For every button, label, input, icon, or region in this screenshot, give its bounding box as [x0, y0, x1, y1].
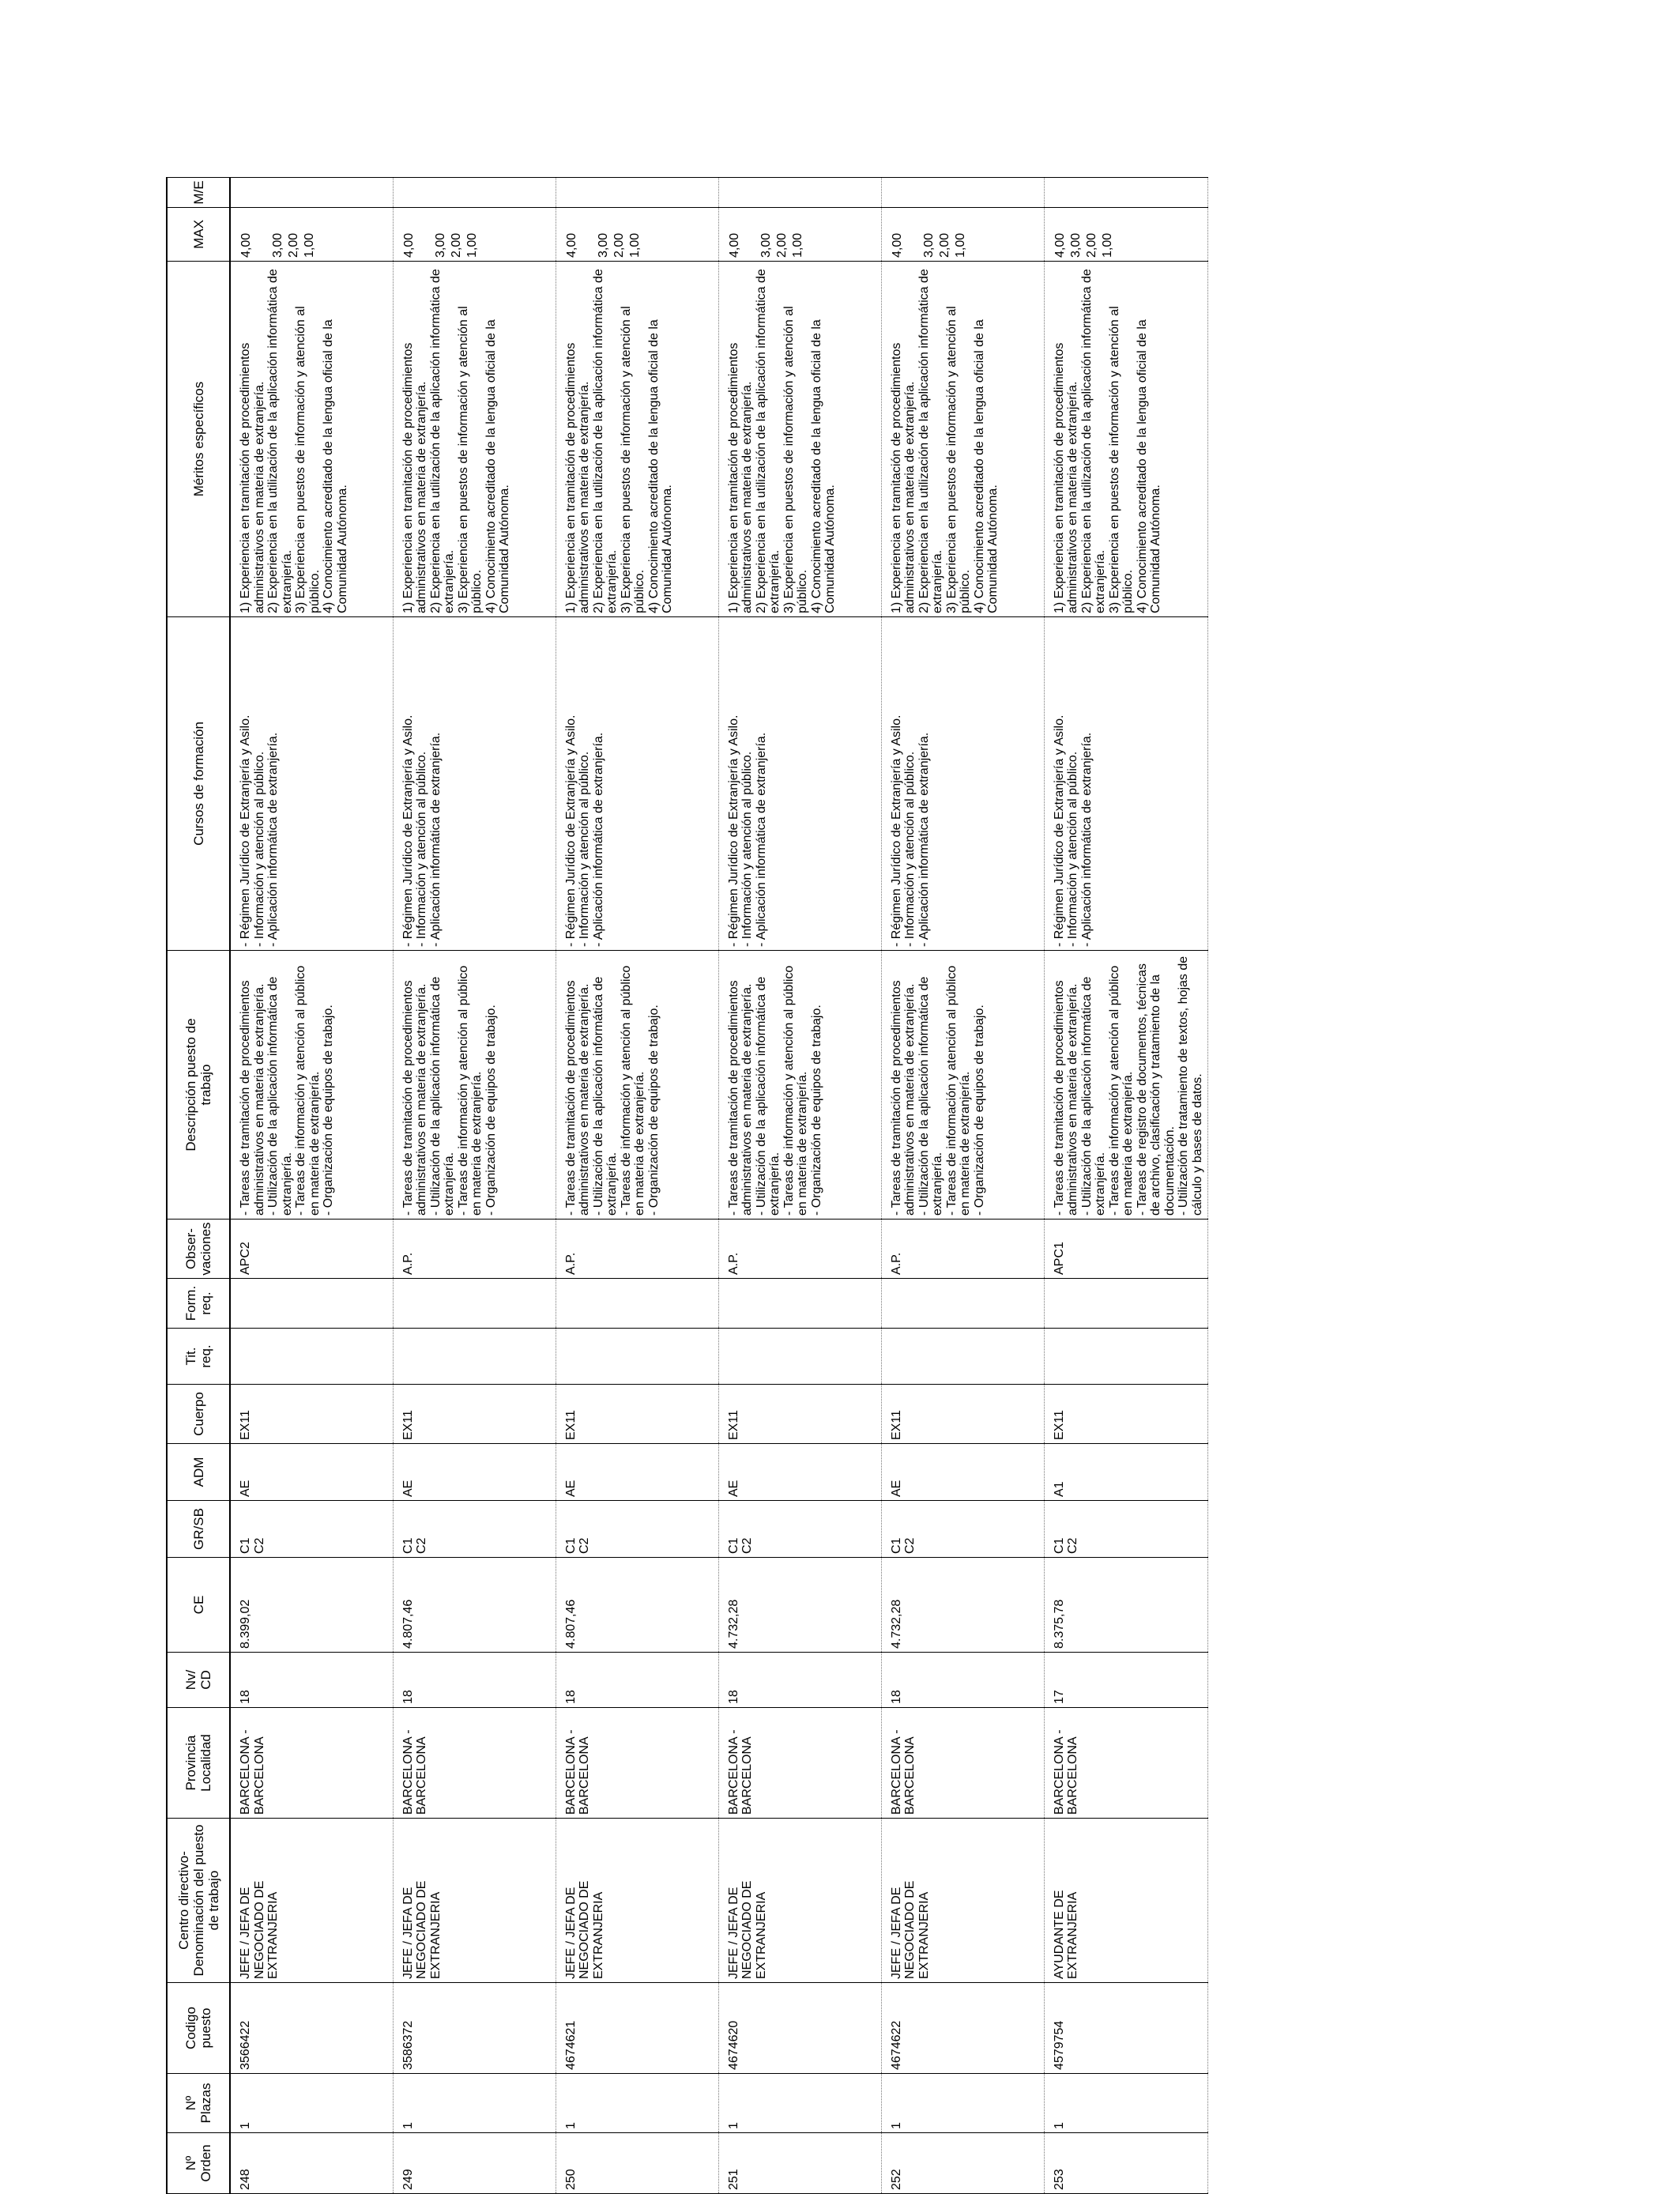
header-provincia: Provincia Localidad — [167, 1708, 230, 1819]
cell-plazas: 1 — [1044, 2074, 1208, 2133]
header-observaciones: Obser- vaciones — [167, 1220, 230, 1279]
cell-max: 4,00 3,00 2,00 1,00 — [881, 208, 1044, 262]
cell-tit — [718, 1329, 881, 1385]
cell-grupo: C1 C2 — [1044, 1501, 1208, 1558]
header-nivel: Nv/ CD — [167, 1653, 230, 1708]
cell-cursos: - Régimen Jurídico de Extranjería y Asilo. - Información y atención al público. - Aplicación informática de extranjería. — [718, 617, 881, 951]
header-grupo: GR/SB — [167, 1501, 230, 1558]
cell-provincia: BARCELONA - BARCELONA — [393, 1708, 556, 1819]
cell-cuerpo: EX11 — [393, 1385, 556, 1444]
cell-ce: 8.399,02 — [230, 1558, 393, 1653]
cell-observaciones: A.P. — [556, 1220, 718, 1279]
cell-descripcion: - Tareas de tramitación de procedimientos administrativos en materia de extranjería. - Utilización de la aplicación informática de extranjería. - Tareas de información y atención al público en materia de extranjería. - Organización de equipos de trabajo. — [556, 951, 718, 1220]
cell-meritos: 1) Experiencia en tramitación de procedimientos administrativos en materia de extranjería. 2) Experiencia en la utilización de la aplicación informática de extranjería. 3) Experiencia en puestos de información y atención al público. 4) Conocimiento acreditado de la lengua oficial de la Comunidad Autónoma. — [881, 262, 1044, 617]
cell-centro: JEFE / JEFA DE NEGOCIADO DE EXTRANJERIA — [393, 1819, 556, 1983]
cell-max: 4,00 3,00 2,00 1,00 — [718, 208, 881, 262]
cell-tit — [393, 1329, 556, 1385]
cell-form — [230, 1279, 393, 1329]
cell-max: 4,00 3,00 2,00 1,00 — [556, 208, 718, 262]
cell-codigo: 3586372 — [393, 1983, 556, 2074]
cell-nivel: 18 — [718, 1653, 881, 1708]
cell-grupo: C1 C2 — [556, 1501, 718, 1558]
cell-meritos: 1) Experiencia en tramitación de procedimientos administrativos en materia de extranjería. 2) Experiencia en la utilización de la aplicación informática de extranjería. 3) Experiencia en puestos de información y atención al público. 4) Conocimiento acreditado de la lengua oficial de la Comunidad Autónoma. — [1044, 262, 1208, 617]
cell-ce: 4.732,28 — [881, 1558, 1044, 1653]
cell-adm: AE — [393, 1444, 556, 1501]
header-max: MAX — [167, 208, 230, 262]
cell-centro: JEFE / JEFA DE NEGOCIADO DE EXTRANJERIA — [718, 1819, 881, 1983]
header-descripcion: Descripción puesto de trabajo — [167, 951, 230, 1220]
cell-plazas: 1 — [556, 2074, 718, 2133]
table-header — [167, 178, 230, 2194]
cell-me — [393, 178, 556, 208]
cell-meritos: 1) Experiencia en tramitación de procedimientos administrativos en materia de extranjería. 2) Experiencia en la utilización de la aplicación informática de extranjería. 3) Experiencia en puestos de información y atención al público. 4) Conocimiento acreditado de la lengua oficial de la Comunidad Autónoma. — [718, 262, 881, 617]
cell-me — [556, 178, 718, 208]
cell-provincia: BARCELONA - BARCELONA — [1044, 1708, 1208, 1819]
cell-centro: JEFE / JEFA DE NEGOCIADO DE EXTRANJERIA — [556, 1819, 718, 1983]
cell-plazas: 1 — [393, 2074, 556, 2133]
cell-meritos: 1) Experiencia en tramitación de procedimientos administrativos en materia de extranjería. 2) Experiencia en la utilización de la aplicación informática de extranjería. 3) Experiencia en puestos de información y atención al público. 4) Conocimiento acreditado de la lengua oficial de la Comunidad Autónoma. — [230, 262, 393, 617]
cell-codigo: 3566422 — [230, 1983, 393, 2074]
cell-grupo: C1 C2 — [230, 1501, 393, 1558]
cell-descripcion: - Tareas de tramitación de procedimientos administrativos en materia de extranjería. - Utilización de la aplicación informática de extranjería. - Tareas de información y atención al público en materia de extranjería. - Organización de equipos de trabajo. — [881, 951, 1044, 1220]
cell-descripcion: - Tareas de tramitación de procedimientos administrativos en materia de extranjería. - Utilización de la aplicación informática de extranjería. - Tareas de información y atención al público en materia de extranjería. - Organización de equipos de trabajo. — [230, 951, 393, 1220]
cell-provincia: BARCELONA - BARCELONA — [230, 1708, 393, 1819]
cell-codigo: 4674620 — [718, 1983, 881, 2074]
cell-max: 4,00 3,00 2,00 1,00 — [230, 208, 393, 262]
cell-nivel: 18 — [393, 1653, 556, 1708]
cell-descripcion: - Tareas de tramitación de procedimientos administrativos en materia de extranjería. - Utilización de la aplicación informática de extranjería. - Tareas de información y atención al público en materia de extranjería. - Organización de equipos de trabajo. — [393, 951, 556, 1220]
cell-orden: 248 — [230, 2133, 393, 2194]
cell-cursos: - Régimen Jurídico de Extranjería y Asilo. - Información y atención al público. - Aplicación informática de extranjería. — [881, 617, 1044, 951]
header-me: M/E — [167, 178, 230, 208]
cell-cuerpo: EX11 — [881, 1385, 1044, 1444]
cell-orden: 250 — [556, 2133, 718, 2194]
table-row — [718, 178, 881, 2194]
header-meritos: Méritos específicos — [167, 262, 230, 617]
header-cursos: Cursos de formación — [167, 617, 230, 951]
cell-me — [230, 178, 393, 208]
table-row — [881, 178, 1044, 2194]
header-cuerpo: Cuerpo — [167, 1385, 230, 1444]
header-codigo: Codigo puesto — [167, 1983, 230, 2074]
cell-ce: 4.807,46 — [556, 1558, 718, 1653]
cell-descripcion: - Tareas de tramitación de procedimientos administrativos en materia de extranjería. - Utilización de la aplicación informática de extranjería. - Tareas de información y atención al público en materia de extranjería. - Tareas de registro de documentos, técnicas de archivo, clasificación y tratamiento de la documentación. - Utilización de tratamiento de textos, hojas de cálculo y bases de datos. — [1044, 951, 1208, 1220]
cell-cuerpo: EX11 — [556, 1385, 718, 1444]
cell-orden: 253 — [1044, 2133, 1208, 2194]
cell-grupo: C1 C2 — [881, 1501, 1044, 1558]
plazas-table — [166, 177, 1208, 2194]
cell-observaciones: A.P. — [393, 1220, 556, 1279]
cell-adm: A1 — [1044, 1444, 1208, 1501]
header-centro: Centro directivo- Denominación del puesto de trabajo — [167, 1819, 230, 1983]
cell-nivel: 17 — [1044, 1653, 1208, 1708]
cell-tit — [1044, 1329, 1208, 1385]
cell-adm: AE — [881, 1444, 1044, 1501]
cell-max: 4,00 3,00 2,00 1,00 — [393, 208, 556, 262]
cell-form — [1044, 1279, 1208, 1329]
cell-meritos: 1) Experiencia en tramitación de procedimientos administrativos en materia de extranjería. 2) Experiencia en la utilización de la aplicación informática de extranjería. 3) Experiencia en puestos de información y atención al público. 4) Conocimiento acreditado de la lengua oficial de la Comunidad Autónoma. — [556, 262, 718, 617]
cell-codigo: 4674621 — [556, 1983, 718, 2074]
header-ce: CE — [167, 1558, 230, 1653]
cell-cursos: - Régimen Jurídico de Extranjería y Asilo. - Información y atención al público. - Aplicación informática de extranjería. — [1044, 617, 1208, 951]
cell-tit — [556, 1329, 718, 1385]
cell-adm: AE — [718, 1444, 881, 1501]
cell-centro: AYUDANTE DE EXTRANJERIA — [1044, 1819, 1208, 1983]
table-row — [556, 178, 718, 2194]
cell-ce: 8.375,78 — [1044, 1558, 1208, 1653]
header-tit: Tit. req. — [167, 1329, 230, 1385]
cell-form — [393, 1279, 556, 1329]
table-row — [393, 178, 556, 2194]
header-adm: ADM — [167, 1444, 230, 1501]
cell-ce: 4.807,46 — [393, 1558, 556, 1653]
cell-plazas: 1 — [718, 2074, 881, 2133]
cell-descripcion: - Tareas de tramitación de procedimientos administrativos en materia de extranjería. - Utilización de la aplicación informática de extranjería. - Tareas de información y atención al público en materia de extranjería. - Organización de equipos de trabajo. — [718, 951, 881, 1220]
cell-nivel: 18 — [881, 1653, 1044, 1708]
cell-codigo: 4674622 — [881, 1983, 1044, 2074]
cell-codigo: 4579754 — [1044, 1983, 1208, 2074]
cell-form — [718, 1279, 881, 1329]
cell-max: 4,00 3,00 2,00 1,00 — [1044, 208, 1208, 262]
cell-cuerpo: EX11 — [718, 1385, 881, 1444]
cell-grupo: C1 C2 — [393, 1501, 556, 1558]
table-row — [1044, 178, 1208, 2194]
cell-adm: AE — [230, 1444, 393, 1501]
cell-cuerpo: EX11 — [1044, 1385, 1208, 1444]
cell-form — [881, 1279, 1044, 1329]
cell-grupo: C1 C2 — [718, 1501, 881, 1558]
cell-observaciones: APC2 — [230, 1220, 393, 1279]
cell-observaciones: APC1 — [1044, 1220, 1208, 1279]
cell-provincia: BARCELONA - BARCELONA — [718, 1708, 881, 1819]
header-form: Form. req. — [167, 1279, 230, 1329]
cell-cursos: - Régimen Jurídico de Extranjería y Asilo. - Información y atención al público. - Aplicación informática de extranjería. — [393, 617, 556, 951]
cell-nivel: 18 — [556, 1653, 718, 1708]
cell-observaciones: A.P. — [881, 1220, 1044, 1279]
cell-cursos: - Régimen Jurídico de Extranjería y Asilo. - Información y atención al público. - Aplicación informática de extranjería. — [556, 617, 718, 951]
cell-tit — [881, 1329, 1044, 1385]
header-orden: Nº Orden — [167, 2133, 230, 2194]
cell-cuerpo: EX11 — [230, 1385, 393, 1444]
cell-provincia: BARCELONA - BARCELONA — [556, 1708, 718, 1819]
cell-centro: JEFE / JEFA DE NEGOCIADO DE EXTRANJERIA — [881, 1819, 1044, 1983]
cell-plazas: 1 — [230, 2074, 393, 2133]
cell-orden: 251 — [718, 2133, 881, 2194]
cell-observaciones: A.P. — [718, 1220, 881, 1279]
cell-ce: 4.732,28 — [718, 1558, 881, 1653]
cell-me — [881, 178, 1044, 208]
cell-adm: AE — [556, 1444, 718, 1501]
cell-provincia: BARCELONA - BARCELONA — [881, 1708, 1044, 1819]
cell-orden: 252 — [881, 2133, 1044, 2194]
cell-tit — [230, 1329, 393, 1385]
cell-me — [718, 178, 881, 208]
cell-orden: 249 — [393, 2133, 556, 2194]
table-body — [230, 178, 1208, 2194]
header-plazas: Nº Plazas — [167, 2074, 230, 2133]
cell-me — [1044, 178, 1208, 208]
table-row — [230, 178, 393, 2194]
cell-plazas: 1 — [881, 2074, 1044, 2133]
cell-meritos: 1) Experiencia en tramitación de procedimientos administrativos en materia de extranjería. 2) Experiencia en la utilización de la aplicación informática de extranjería. 3) Experiencia en puestos de información y atención al público. 4) Conocimiento acreditado de la lengua oficial de la Comunidad Autónoma. — [393, 262, 556, 617]
cell-cursos: - Régimen Jurídico de Extranjería y Asilo. - Información y atención al público. - Aplicación informática de extranjería. — [230, 617, 393, 951]
cell-centro: JEFE / JEFA DE NEGOCIADO DE EXTRANJERIA — [230, 1819, 393, 1983]
cell-nivel: 18 — [230, 1653, 393, 1708]
cell-form — [556, 1279, 718, 1329]
